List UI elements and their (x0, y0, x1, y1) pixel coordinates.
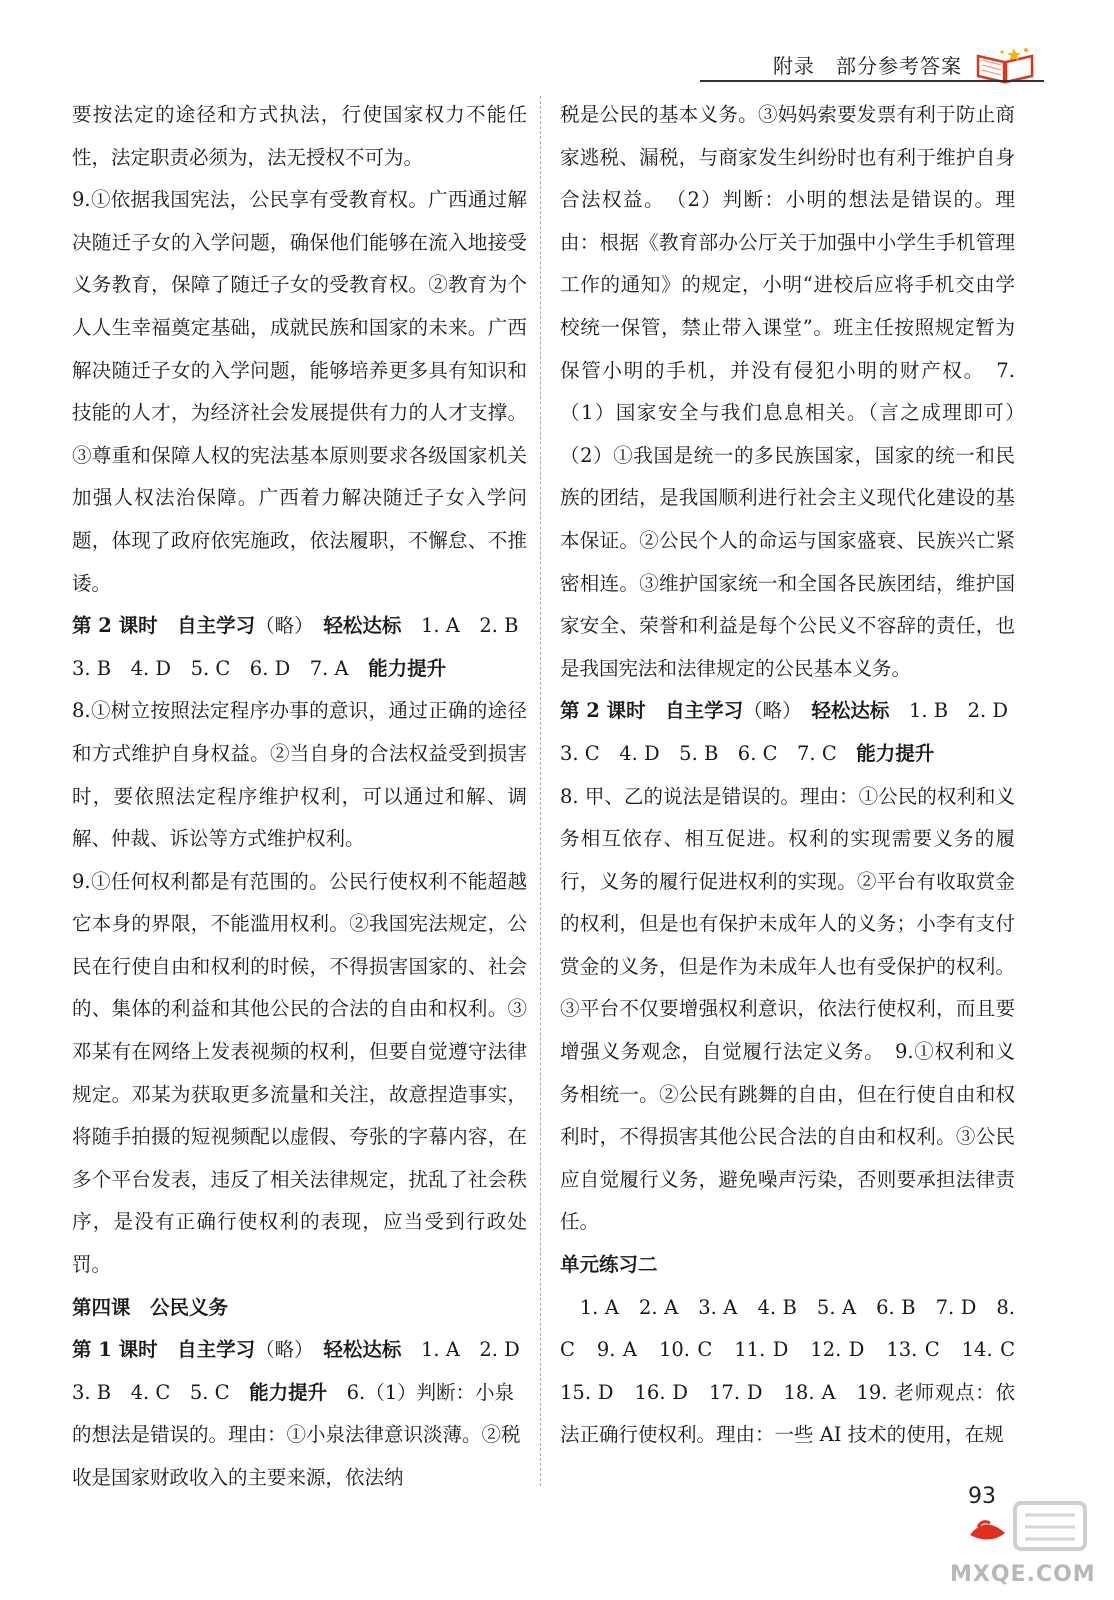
answer-paragraph: 要按法定的途径和方式执法，行使国家权力不能任性，法定职责必须为，法无授权不可为。 (72, 103, 527, 169)
answer-text: 6.（1）判断：小泉的想法是错误的。理由：①小泉法律意识淡薄。②税收是国家财政收入的主要来源，依法纳 (72, 1380, 521, 1489)
page-number: 93 (968, 1484, 996, 1509)
answer-text: （略） (743, 699, 812, 723)
answer-text: 1. B 2. D 3. C 4. D 5. B 6. C 7. C (560, 699, 1028, 765)
watermark-text: MXQE.COM (950, 1562, 1096, 1587)
heading-label: 能力提升 (856, 741, 935, 765)
heading-label: 第 2 课时 自主学习 (72, 614, 256, 638)
header-rule (700, 80, 1044, 82)
section-title: 单元练习二 (560, 1253, 658, 1277)
heading-label: 能力提升 (249, 1380, 328, 1404)
answer-text: （略） (255, 1338, 324, 1362)
page-header (773, 44, 1036, 84)
heading-label: 轻松达标 (811, 699, 890, 723)
answer-text: 1. A 2. B 3. B 4. D 5. C 6. D 7. A (72, 614, 538, 680)
answer-paragraph: 9.①依据我国宪法，公民享有受教育权。广西通过解决随迁子女的入学问题，确保他们能够在流入地接受义务教育，保障了随迁子女的受教育权。②教育为个人人生幸福奠定基础，成就民族和国家的未来。广西解决随迁子女的入学问题，能够培养更多具有知识和技能的人才，为经济社会发展提供有力的人才支撑。③尊重和保障人权的宪法基本原则要求各级国家机关加强人权法治保障。广西着力解决随迁子女入学问题，体现了政府依宪施政，依法履职，不懈怠、不推诿。 (72, 188, 527, 595)
answer-paragraph: 1. A 2. A 3. A 4. B 5. A 6. B 7. D 8. C 9. A 10. C 11. D 12. D 13. C 14. C 15. D 16. D 17. D 18. A 19. 老师观点：依法正确行使权利。理由：一些 AI 技术的使用，在规 (560, 1295, 1035, 1447)
heading-label: 能力提升 (368, 656, 447, 680)
answer-text: 1. A 2. D 3. B 4. C 5. C (72, 1338, 540, 1404)
section-title: 第四课 公民义务 (72, 1295, 229, 1319)
answer-text: （略） (255, 614, 324, 638)
heading-label: 轻松达标 (323, 614, 402, 638)
lesson-heading (72, 605, 538, 690)
lesson-heading (72, 1329, 540, 1499)
right-column (560, 94, 1035, 1457)
answer-paragraph: 8.①树立按照法定程序办事的意识，通过正确的途径和方式维护自身权益。②当自身的合法权益受到损害时，要依照法定程序维护权利，可以通过和解、调解、仲裁、诉讼等方式维护权利。 (72, 699, 527, 851)
heading-label: 第 2 课时 自主学习 (560, 699, 744, 723)
left-column (72, 94, 540, 1500)
header-title: 附录 部分参考答案 (773, 53, 962, 78)
answer-paragraph: 8. 甲、乙的说法是错误的。理由：①公民的权利和义务相互依存、相互促进。权利的实现需要义务的履行，义务的履行促进权利的实现。②平台有收取赏金的权利，但是也有保护未成年人的义务；小李有支付赏金的义务，但是作为未成年人也有受保护的权利。③平台不仅要增强权利意识，依法行使权利，而且要增强义务观念，自觉履行法定义务。 9.①权利和义务相统一。②公民有跳舞的自由，但在行使自由和权利时，不得损害其他公民合法的自由和权利。③公民应自觉履行义务，避免噪声污染，否则要承担法律责任。 (560, 784, 1015, 1234)
open-book-icon (974, 44, 1036, 84)
answer-paragraph: 9.①任何权利都是有范围的。公民行使权利不能超越它本身的界限，不能滥用权利。②我国宪法规定，公民在行使自由和权利的时候，不得损害国家的、社会的、集体的利益和其他公民的合法的自由和权利。③邓某有在网络上发表视频的权利，但要自觉遵守法律规定。邓某为获取更多流量和关注，故意捏造事实，将随手拍摄的短视频配以虚假、夸张的字幕内容，在多个平台发表，违反了相关法律规定，扰乱了社会秩序，是没有正确行使权利的表现，应当受到行政处罚。 (72, 869, 527, 1277)
answer-paragraph: 税是公民的基本义务。③妈妈索要发票有利于防止商家逃税、漏税，与商家发生纠纷时也有利于维护自身合法权益。 （2）判断：小明的想法是错误的。理由：根据《教育部办公厅关于加强中小学生手机管理工作的通知》的规定，小明“进校后应将手机交由学校统一保管，禁止带入课堂”。班主任按照规定暂为保管小明的手机，并没有侵犯小明的财产权。 7.（1）国家安全与我们息息相关。（言之成理即可） （2）①我国是统一的多民族国家，国家的统一和民族的团结，是我国顺利进行社会主义现代化建设的基本保证。②公民个人的命运与国家盛衰、民族兴亡紧密相连。③维护国家统一和全国各民族团结，维护国家安全、荣誉和利益是每个公民义不容辞的责任，也是我国宪法和法律规定的公民基本义务。 (560, 103, 1035, 680)
heading-label: 第 1 课时 自主学习 (72, 1338, 256, 1362)
column-divider (540, 96, 541, 1486)
lesson-heading (560, 690, 1028, 775)
heading-label: 轻松达标 (323, 1338, 402, 1362)
